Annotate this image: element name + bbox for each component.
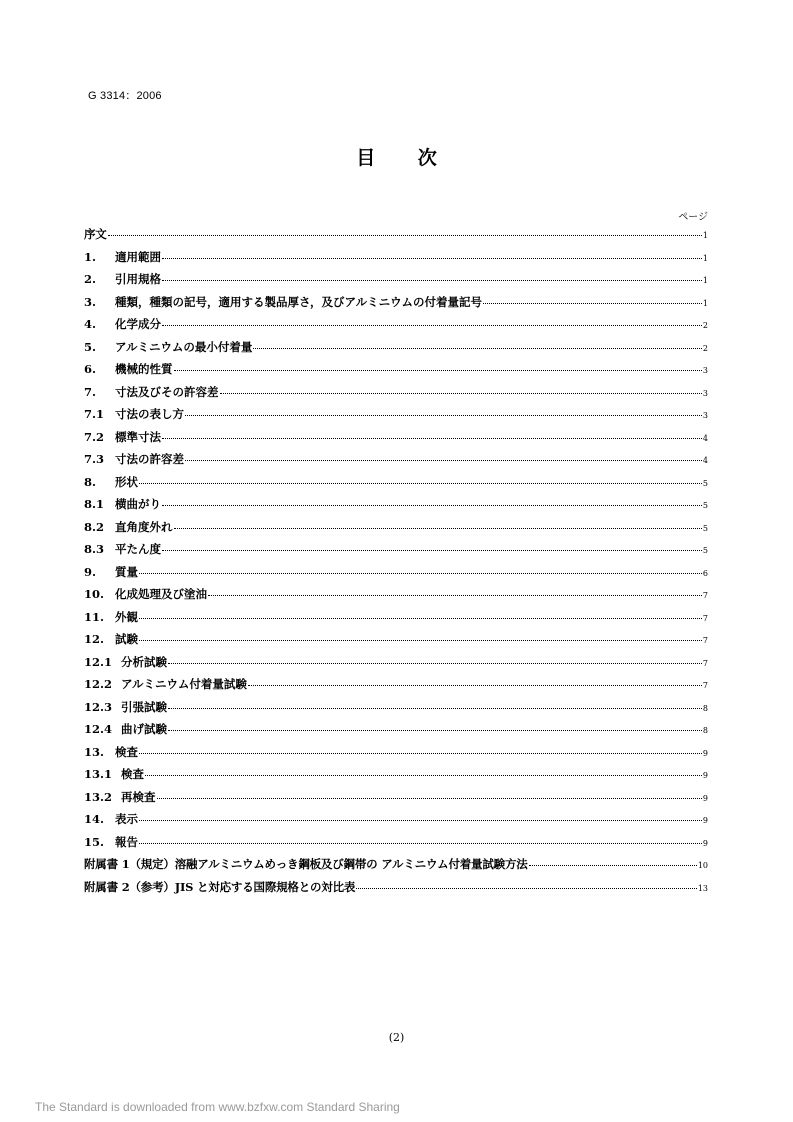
toc-entry-title: 検査 (121, 767, 144, 781)
toc-leader-dots (174, 370, 702, 371)
toc-entry[interactable] (84, 609, 708, 632)
toc-leader-dots (162, 550, 702, 551)
toc-entry-page: 4 (702, 456, 708, 465)
toc-leader-dots (145, 775, 702, 776)
toc-entry[interactable] (84, 541, 708, 564)
toc-entry-page: 1 (702, 231, 708, 240)
toc-entry-title: 附属書 1（規定）溶融アルミニウムめっき鋼板及び鋼帯の アルミニウム付着量試験方法 (84, 857, 528, 871)
toc-entry[interactable] (84, 744, 708, 767)
toc-entry-title: アルミニウムの最小付着量 (115, 339, 253, 354)
toc-entry-page: 9 (702, 793, 708, 803)
toc-entry-page: 4 (702, 433, 708, 443)
toc-entry[interactable] (84, 316, 708, 339)
toc-entry[interactable] (84, 766, 708, 789)
toc-entry-page: 3 (702, 388, 708, 398)
toc-entry-page: 7 (702, 613, 708, 623)
toc-entry-title: 報告 (115, 834, 138, 849)
toc-leader-dots (139, 640, 702, 641)
toc-entry-number: 4. (84, 317, 97, 331)
toc-entry[interactable] (84, 474, 708, 497)
toc-entry-number: 12.1 (84, 654, 113, 669)
toc-entry-number: 8.3 (84, 542, 105, 556)
toc-entry-page: 9 (702, 816, 708, 825)
toc-entry-number: 12. (84, 632, 105, 646)
toc-entry-title: 表示 (115, 812, 138, 826)
toc-entry-page: 7 (702, 591, 708, 600)
toc-entry-page: 6 (702, 568, 708, 578)
toc-leader-dots (168, 708, 702, 709)
toc-leader-dots (174, 528, 702, 529)
toc-entry-number: 13.1 (84, 767, 113, 781)
toc-entry-page: 13 (697, 883, 708, 893)
toc-entry-number: 15. (84, 834, 105, 849)
toc-entry-page: 7 (702, 681, 708, 690)
toc-entry-page: 5 (702, 523, 708, 533)
toc-entry-number: 12.4 (84, 722, 113, 736)
toc-leader-dots (139, 843, 702, 844)
toc-leader-dots (208, 595, 702, 596)
toc-entry-page: 9 (702, 771, 708, 780)
toc-entry-page: 9 (702, 748, 708, 758)
toc-entry[interactable] (84, 496, 708, 519)
toc-entry-number: 13. (84, 744, 105, 759)
toc-entry[interactable] (84, 294, 708, 317)
toc-entry[interactable] (84, 879, 708, 902)
toc-entry-page: 8 (702, 726, 708, 735)
toc-entry-title: 化成処理及び塗油 (115, 587, 207, 601)
toc-entry[interactable] (84, 249, 708, 272)
toc-leader-dots (253, 348, 701, 349)
toc-entry[interactable] (84, 586, 708, 609)
toc-entry[interactable] (84, 721, 708, 744)
toc-leader-dots (185, 460, 702, 461)
toc-entry-title: 種類，種類の記号，適用する製品厚さ，及びアルミニウムの付着量記号 (115, 294, 482, 309)
toc-entry-title: 化学成分 (115, 317, 161, 331)
toc-entry[interactable] (84, 519, 708, 542)
toc-leader-dots (108, 235, 702, 236)
watermark: The Standard is downloaded from www.bzfxw.com Standard Sharing (35, 1100, 400, 1114)
toc-entry-title: 横曲がり (115, 497, 161, 511)
toc-leader-dots (483, 303, 702, 304)
toc-entry-number: 12.2 (84, 677, 113, 691)
toc-entry-page: 5 (702, 478, 708, 488)
toc-entry-number: 2. (84, 272, 97, 286)
toc-entry-title: 試験 (115, 632, 138, 646)
toc-entry-title: 外観 (115, 609, 138, 624)
toc-entry[interactable] (84, 384, 708, 407)
toc-entry-number: 9. (84, 564, 97, 579)
toc-entry-title: 寸法の表し方 (115, 407, 184, 421)
toc-entry-title: 再検査 (121, 789, 156, 804)
toc-entry-number: 7.3 (84, 452, 105, 466)
toc-entry-title: 機械的性質 (115, 362, 173, 376)
footer-page-number: (2) (388, 1031, 405, 1044)
toc-entry[interactable] (84, 361, 708, 384)
toc-entry-page: 1 (702, 276, 708, 285)
toc-entry-number: 3. (84, 294, 97, 309)
toc-entry-page: 3 (702, 366, 708, 375)
toc-leader-dots (139, 753, 702, 754)
toc-entry-page: 5 (702, 546, 708, 555)
toc-entry-page: 8 (702, 703, 708, 713)
toc-entry[interactable] (84, 789, 708, 812)
toc-leader-dots (168, 730, 702, 731)
toc-entry-title: 引用規格 (115, 272, 161, 286)
toc-entry-number: 13.2 (84, 789, 113, 804)
toc-leader-dots (356, 888, 697, 889)
toc-entry-number: 5. (84, 339, 97, 354)
toc-leader-dots (168, 663, 702, 664)
toc-entry-title: 序文 (84, 227, 107, 241)
toc-entry-page: 2 (702, 343, 708, 353)
toc-leader-dots (157, 798, 702, 799)
toc-entry-title: 形状 (115, 474, 138, 489)
page-title: 目 次 (356, 147, 455, 169)
toc-entry-number: 11. (84, 609, 105, 624)
toc-entry[interactable] (84, 226, 708, 249)
toc-entry-number: 7.2 (84, 429, 105, 444)
toc-entry-title: 附属書 2（参考）JIS と対応する国際規格との対比表 (84, 879, 356, 894)
page-column-header: ページ (678, 212, 708, 223)
toc-entry[interactable] (84, 834, 708, 857)
toc-entry-title: 引張試験 (121, 699, 167, 714)
toc-entry-page: 5 (702, 501, 708, 510)
toc-entry-page: 1 (702, 298, 708, 308)
toc-leader-dots (139, 618, 702, 619)
toc-entry[interactable] (84, 699, 708, 722)
toc-entry-number: 1. (84, 249, 97, 264)
toc-entry-number: 12.3 (84, 699, 113, 714)
toc-entry-number: 7.1 (84, 407, 105, 421)
table-of-contents (84, 226, 708, 901)
toc-entry[interactable] (84, 654, 708, 677)
toc-entry-page: 3 (702, 411, 708, 420)
toc-leader-dots (248, 685, 702, 686)
toc-entry-title: 曲げ試験 (121, 722, 167, 736)
toc-entry-number: 7. (84, 384, 97, 399)
toc-leader-dots (220, 393, 702, 394)
toc-leader-dots (162, 280, 702, 281)
toc-entry[interactable] (84, 406, 708, 429)
toc-entry-page: 2 (702, 321, 708, 330)
toc-entry-page: 1 (702, 253, 708, 263)
toc-entry-title: 適用範囲 (115, 249, 161, 264)
toc-entry-number: 6. (84, 362, 97, 376)
toc-entry-title: 分析試験 (121, 654, 167, 669)
toc-leader-dots (162, 505, 702, 506)
toc-entry[interactable] (84, 811, 708, 834)
toc-entry-number: 10. (84, 587, 105, 601)
toc-entry-title: 寸法及びその許容差 (115, 384, 219, 399)
toc-leader-dots (139, 820, 702, 821)
toc-leader-dots (162, 258, 702, 259)
toc-leader-dots (139, 573, 702, 574)
toc-entry-page: 9 (702, 838, 708, 848)
toc-entry[interactable] (84, 856, 708, 879)
toc-leader-dots (139, 483, 702, 484)
toc-entry[interactable] (84, 429, 708, 452)
toc-entry-number: 8.1 (84, 497, 105, 511)
toc-entry-number: 8.2 (84, 519, 105, 534)
toc-entry[interactable] (84, 451, 708, 474)
toc-entry-number: 14. (84, 812, 105, 826)
toc-entry-title: 標準寸法 (115, 429, 161, 444)
toc-entry-page: 7 (702, 658, 708, 668)
toc-entry-number: 8. (84, 474, 97, 489)
toc-entry[interactable] (84, 676, 708, 699)
toc-leader-dots (529, 865, 697, 866)
toc-entry-title: 平たん度 (115, 542, 161, 556)
toc-leader-dots (162, 325, 702, 326)
toc-entry-title: 検査 (115, 744, 138, 759)
toc-entry-title: 直角度外れ (115, 519, 173, 534)
toc-entry-page: 7 (702, 636, 708, 645)
toc-entry-title: 質量 (115, 564, 138, 579)
toc-entry[interactable] (84, 631, 708, 654)
document-id: G 3314：2006 (88, 90, 162, 102)
toc-entry-page: 10 (697, 861, 708, 870)
toc-entry-title: 寸法の許容差 (115, 452, 184, 466)
toc-entry[interactable] (84, 564, 708, 587)
toc-entry-title: アルミニウム付着量試験 (121, 677, 247, 691)
toc-leader-dots (185, 415, 702, 416)
toc-leader-dots (162, 438, 702, 439)
toc-entry[interactable] (84, 339, 708, 362)
toc-entry[interactable] (84, 271, 708, 294)
